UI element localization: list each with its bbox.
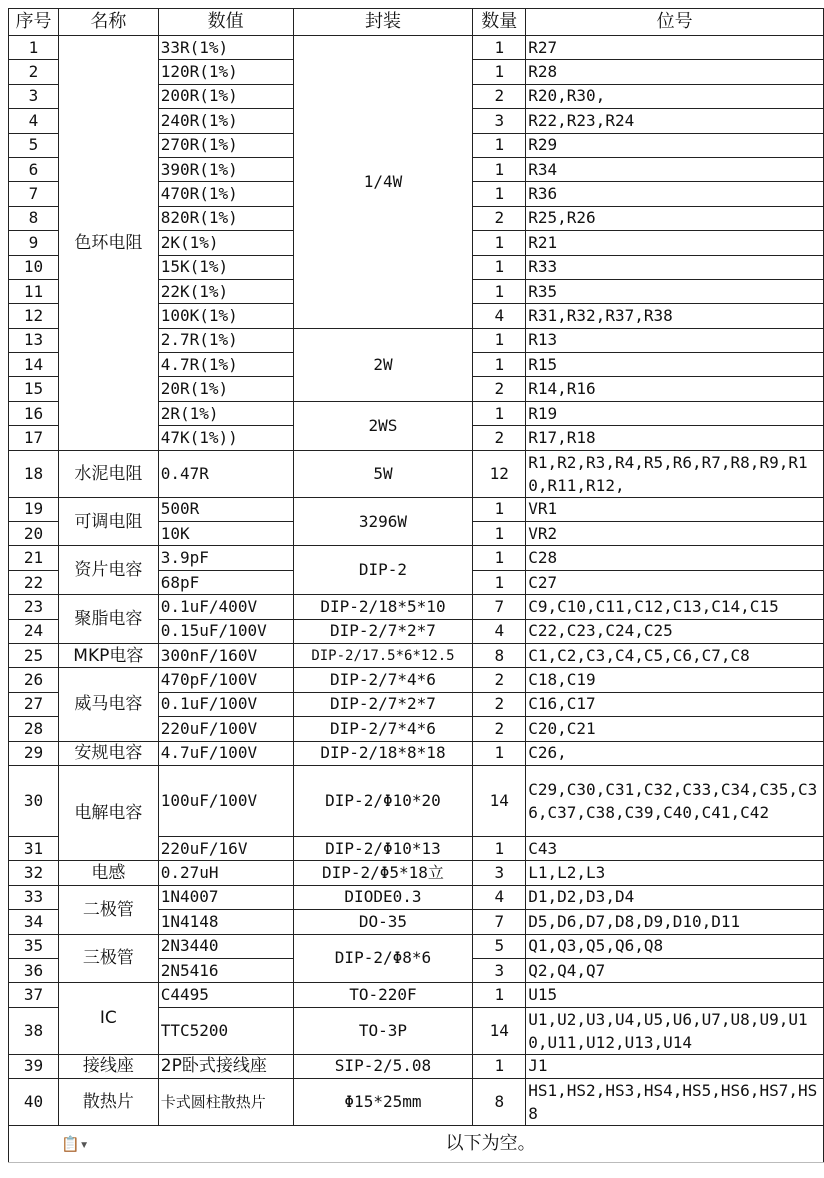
cell-no[interactable]: 10 bbox=[9, 255, 59, 279]
cell-value[interactable]: 0.1uF/100V bbox=[158, 692, 293, 716]
cell-ref[interactable]: C29,C30,C31,C32,C33,C34,C35,C36,C37,C38,C39,C40,C41,C42 bbox=[526, 765, 824, 836]
cell-qty[interactable]: 8 bbox=[473, 643, 526, 667]
cell-no[interactable]: 40 bbox=[9, 1079, 59, 1126]
cell-value[interactable]: 2N3440 bbox=[158, 934, 293, 958]
cell-qty[interactable]: 7 bbox=[473, 595, 526, 619]
cell-name[interactable]: 二极管 bbox=[58, 885, 158, 934]
cell-value[interactable]: 2K(1%) bbox=[158, 231, 293, 255]
cell-ref[interactable]: L1,L2,L3 bbox=[526, 861, 824, 885]
cell-ref[interactable]: C1,C2,C3,C4,C5,C6,C7,C8 bbox=[526, 643, 824, 667]
cell-ref[interactable]: R22,R23,R24 bbox=[526, 109, 824, 133]
cell-no[interactable]: 27 bbox=[9, 692, 59, 716]
cell-ref[interactable]: R1,R2,R3,R4,R5,R6,R7,R8,R9,R10,R11,R12, bbox=[526, 450, 824, 497]
cell-ref[interactable]: Q1,Q3,Q5,Q6,Q8 bbox=[526, 934, 824, 958]
cell-value[interactable]: 100K(1%) bbox=[158, 304, 293, 328]
table-row bbox=[9, 450, 824, 497]
cell-package[interactable]: DIP-2/7*2*7 bbox=[293, 692, 473, 716]
table-row bbox=[9, 643, 824, 667]
cell-qty[interactable]: 1 bbox=[473, 36, 526, 60]
cell-qty[interactable]: 1 bbox=[473, 570, 526, 594]
cell-no[interactable]: 31 bbox=[9, 836, 59, 860]
cell-qty[interactable]: 1 bbox=[473, 497, 526, 521]
bom-sheet bbox=[8, 8, 824, 1163]
cell-ref[interactable]: R13 bbox=[526, 328, 824, 352]
cell-no[interactable]: 15 bbox=[9, 377, 59, 401]
cell-package[interactable]: 3296W bbox=[293, 497, 473, 546]
cell-no[interactable]: 37 bbox=[9, 983, 59, 1007]
header-value[interactable]: 数值 bbox=[158, 9, 293, 36]
table-row bbox=[9, 497, 824, 521]
cell-value[interactable]: 1N4148 bbox=[158, 910, 293, 934]
cell-no[interactable]: 29 bbox=[9, 741, 59, 765]
cell-package[interactable]: DIP-2 bbox=[293, 546, 473, 595]
cell-ref[interactable]: C28 bbox=[526, 546, 824, 570]
cell-qty[interactable]: 2 bbox=[473, 717, 526, 741]
cell-ref[interactable]: U1,U2,U3,U4,U5,U6,U7,U8,U9,U10,U11,U12,U13,U14 bbox=[526, 1007, 824, 1054]
cell-qty[interactable]: 4 bbox=[473, 304, 526, 328]
cell-no[interactable]: 20 bbox=[9, 522, 59, 546]
cell-qty[interactable]: 12 bbox=[473, 450, 526, 497]
header-ref[interactable]: 位号 bbox=[526, 9, 824, 36]
cell-name[interactable]: 色环电阻 bbox=[58, 36, 158, 451]
cell-name[interactable]: MKP电容 bbox=[58, 643, 158, 667]
cell-qty[interactable]: 1 bbox=[473, 522, 526, 546]
cell-ref[interactable]: C27 bbox=[526, 570, 824, 594]
cell-qty[interactable]: 1 bbox=[473, 1054, 526, 1078]
cell-no[interactable]: 22 bbox=[9, 570, 59, 594]
cell-ref[interactable]: Q2,Q4,Q7 bbox=[526, 958, 824, 982]
cell-value[interactable]: 15K(1%) bbox=[158, 255, 293, 279]
cell-package[interactable]: 2WS bbox=[293, 401, 473, 450]
cell-qty[interactable]: 1 bbox=[473, 279, 526, 303]
cell-name[interactable]: IC bbox=[58, 983, 158, 1054]
cell-ref[interactable]: R25,R26 bbox=[526, 206, 824, 230]
cell-ref[interactable]: R20,R30, bbox=[526, 84, 824, 108]
cell-value[interactable]: 220uF/100V bbox=[158, 717, 293, 741]
cell-ref[interactable]: C43 bbox=[526, 836, 824, 860]
cell-value[interactable]: 33R(1%) bbox=[158, 36, 293, 60]
cell-qty[interactable]: 1 bbox=[473, 836, 526, 860]
cell-qty[interactable]: 2 bbox=[473, 668, 526, 692]
cell-value[interactable]: 300nF/160V bbox=[158, 643, 293, 667]
cell-ref[interactable]: R34 bbox=[526, 157, 824, 181]
cell-qty[interactable]: 1 bbox=[473, 182, 526, 206]
cell-qty[interactable]: 7 bbox=[473, 910, 526, 934]
table-row bbox=[9, 1079, 824, 1126]
footer-row bbox=[9, 1126, 824, 1163]
cell-value[interactable]: 68pF bbox=[158, 570, 293, 594]
cell-ref[interactable]: R17,R18 bbox=[526, 426, 824, 450]
cell-value[interactable]: 0.47R bbox=[158, 450, 293, 497]
cell-no[interactable]: 13 bbox=[9, 328, 59, 352]
cell-qty[interactable]: 8 bbox=[473, 1079, 526, 1126]
cell-value[interactable]: 47K(1%)) bbox=[158, 426, 293, 450]
cell-ref[interactable]: VR1 bbox=[526, 497, 824, 521]
cell-qty[interactable]: 2 bbox=[473, 692, 526, 716]
cell-name[interactable]: 聚脂电容 bbox=[58, 595, 158, 644]
cell-value[interactable]: 22K(1%) bbox=[158, 279, 293, 303]
cell-package[interactable]: DIP-2/7*4*6 bbox=[293, 668, 473, 692]
cell-no[interactable]: 2 bbox=[9, 60, 59, 84]
paste-options-icon[interactable]: 📋▾ bbox=[61, 1135, 89, 1154]
header-qty[interactable]: 数量 bbox=[473, 9, 526, 36]
cell-ref[interactable]: D5,D6,D7,D8,D9,D10,D11 bbox=[526, 910, 824, 934]
cell-package[interactable]: DO-35 bbox=[293, 910, 473, 934]
cell-no[interactable]: 23 bbox=[9, 595, 59, 619]
cell-value[interactable]: 470pF/100V bbox=[158, 668, 293, 692]
cell-ref[interactable]: R14,R16 bbox=[526, 377, 824, 401]
cell-ref[interactable]: R19 bbox=[526, 401, 824, 425]
cell-no[interactable]: 24 bbox=[9, 619, 59, 643]
cell-value[interactable]: 2R(1%) bbox=[158, 401, 293, 425]
cell-no[interactable]: 9 bbox=[9, 231, 59, 255]
cell-no[interactable]: 33 bbox=[9, 885, 59, 909]
cell-qty[interactable]: 2 bbox=[473, 84, 526, 108]
cell-name[interactable]: 资片电容 bbox=[58, 546, 158, 595]
cell-value[interactable]: 3.9pF bbox=[158, 546, 293, 570]
cell-qty[interactable]: 3 bbox=[473, 109, 526, 133]
cell-ref[interactable]: D1,D2,D3,D4 bbox=[526, 885, 824, 909]
cell-value[interactable]: 卡式圆柱散热片 bbox=[158, 1079, 293, 1126]
cell-qty[interactable]: 14 bbox=[473, 1007, 526, 1054]
cell-no[interactable]: 18 bbox=[9, 450, 59, 497]
cell-name[interactable]: 接线座 bbox=[58, 1054, 158, 1078]
cell-ref[interactable]: R27 bbox=[526, 36, 824, 60]
cell-value[interactable]: 0.15uF/100V bbox=[158, 619, 293, 643]
cell-value[interactable]: 2N5416 bbox=[158, 958, 293, 982]
cell-ref[interactable]: C18,C19 bbox=[526, 668, 824, 692]
cell-no[interactable]: 28 bbox=[9, 717, 59, 741]
cell-package[interactable]: DIP-2/Φ10*13 bbox=[293, 836, 473, 860]
cell-value[interactable]: 0.27uH bbox=[158, 861, 293, 885]
cell-no[interactable]: 30 bbox=[9, 765, 59, 836]
cell-ref[interactable]: C26, bbox=[526, 741, 824, 765]
cell-name[interactable]: 电解电容 bbox=[58, 765, 158, 860]
cell-value[interactable]: 100uF/100V bbox=[158, 765, 293, 836]
cell-value[interactable]: 20R(1%) bbox=[158, 377, 293, 401]
cell-no[interactable]: 34 bbox=[9, 910, 59, 934]
cell-ref[interactable]: R31,R32,R37,R38 bbox=[526, 304, 824, 328]
cell-package[interactable]: TO-220F bbox=[293, 983, 473, 1007]
header-no[interactable]: 序号 bbox=[9, 9, 59, 36]
cell-qty[interactable]: 2 bbox=[473, 426, 526, 450]
cell-value[interactable]: 270R(1%) bbox=[158, 133, 293, 157]
cell-no[interactable]: 25 bbox=[9, 643, 59, 667]
cell-qty[interactable]: 1 bbox=[473, 133, 526, 157]
cell-no[interactable]: 11 bbox=[9, 279, 59, 303]
cell-qty[interactable]: 1 bbox=[473, 546, 526, 570]
cell-name[interactable]: 散热片 bbox=[58, 1079, 158, 1126]
cell-no[interactable]: 32 bbox=[9, 861, 59, 885]
cell-qty[interactable]: 2 bbox=[473, 206, 526, 230]
cell-name[interactable]: 三极管 bbox=[58, 934, 158, 983]
table-row bbox=[9, 546, 824, 570]
cell-package[interactable]: DIP-2/7*2*7 bbox=[293, 619, 473, 643]
cell-value[interactable]: 390R(1%) bbox=[158, 157, 293, 181]
cell-qty[interactable]: 1 bbox=[473, 231, 526, 255]
cell-value[interactable]: 500R bbox=[158, 497, 293, 521]
cell-qty[interactable]: 3 bbox=[473, 861, 526, 885]
cell-value[interactable]: 240R(1%) bbox=[158, 109, 293, 133]
table-row bbox=[9, 934, 824, 958]
cell-ref[interactable]: C16,C17 bbox=[526, 692, 824, 716]
cell-value[interactable]: 220uF/16V bbox=[158, 836, 293, 860]
header-package[interactable]: 封装 bbox=[293, 9, 473, 36]
cell-package[interactable]: Φ15*25mm bbox=[293, 1079, 473, 1126]
cell-package[interactable]: DIP-2/Φ5*18立 bbox=[293, 861, 473, 885]
cell-ref[interactable]: R33 bbox=[526, 255, 824, 279]
cell-ref[interactable]: R36 bbox=[526, 182, 824, 206]
cell-ref[interactable]: HS1,HS2,HS3,HS4,HS5,HS6,HS7,HS8 bbox=[526, 1079, 824, 1126]
cell-name[interactable]: 可调电阻 bbox=[58, 497, 158, 546]
cell-no[interactable]: 35 bbox=[9, 934, 59, 958]
cell-no[interactable]: 16 bbox=[9, 401, 59, 425]
cell-no[interactable]: 3 bbox=[9, 84, 59, 108]
cell-ref[interactable]: C9,C10,C11,C12,C13,C14,C15 bbox=[526, 595, 824, 619]
cell-qty[interactable]: 3 bbox=[473, 958, 526, 982]
cell-value[interactable]: 10K bbox=[158, 522, 293, 546]
cell-no[interactable]: 1 bbox=[9, 36, 59, 60]
table-row bbox=[9, 36, 824, 60]
cell-no[interactable]: 36 bbox=[9, 958, 59, 982]
cell-ref[interactable]: R21 bbox=[526, 231, 824, 255]
cell-qty[interactable]: 4 bbox=[473, 619, 526, 643]
cell-value[interactable]: 2.7R(1%) bbox=[158, 328, 293, 352]
cell-qty[interactable]: 1 bbox=[473, 401, 526, 425]
cell-no[interactable]: 5 bbox=[9, 133, 59, 157]
cell-qty[interactable]: 1 bbox=[473, 328, 526, 352]
cell-package[interactable]: SIP-2/5.08 bbox=[293, 1054, 473, 1078]
cell-qty[interactable]: 1 bbox=[473, 353, 526, 377]
cell-package[interactable]: DIODE0.3 bbox=[293, 885, 473, 909]
cell-package[interactable]: TO-3P bbox=[293, 1007, 473, 1054]
cell-no[interactable]: 8 bbox=[9, 206, 59, 230]
header-row bbox=[9, 9, 824, 36]
cell-package[interactable]: DIP-2/17.5*6*12.5 bbox=[293, 643, 473, 667]
cell-name[interactable]: 威马电容 bbox=[58, 668, 158, 741]
cell-qty[interactable]: 2 bbox=[473, 377, 526, 401]
cell-value[interactable]: 470R(1%) bbox=[158, 182, 293, 206]
cell-name[interactable]: 水泥电阻 bbox=[58, 450, 158, 497]
cell-qty[interactable]: 1 bbox=[473, 983, 526, 1007]
cell-no[interactable]: 19 bbox=[9, 497, 59, 521]
cell-qty[interactable]: 1 bbox=[473, 741, 526, 765]
table-row bbox=[9, 765, 824, 836]
cell-ref[interactable]: R15 bbox=[526, 353, 824, 377]
footer-note: 以下为空。 bbox=[158, 1126, 823, 1163]
cell-ref[interactable]: C22,C23,C24,C25 bbox=[526, 619, 824, 643]
cell-no[interactable]: 26 bbox=[9, 668, 59, 692]
cell-qty[interactable]: 1 bbox=[473, 60, 526, 84]
cell-package[interactable]: DIP-2/18*8*18 bbox=[293, 741, 473, 765]
cell-package[interactable]: DIP-2/7*4*6 bbox=[293, 717, 473, 741]
cell-no[interactable]: 12 bbox=[9, 304, 59, 328]
cell-ref[interactable]: C20,C21 bbox=[526, 717, 824, 741]
cell-qty[interactable]: 4 bbox=[473, 885, 526, 909]
header-name[interactable]: 名称 bbox=[58, 9, 158, 36]
table-row bbox=[9, 668, 824, 692]
cell-ref[interactable]: U15 bbox=[526, 983, 824, 1007]
cell-value[interactable]: TTC5200 bbox=[158, 1007, 293, 1054]
cell-no[interactable]: 39 bbox=[9, 1054, 59, 1078]
cell-no[interactable]: 6 bbox=[9, 157, 59, 181]
cell-package[interactable]: DIP-2/18*5*10 bbox=[293, 595, 473, 619]
cell-value[interactable]: 1N4007 bbox=[158, 885, 293, 909]
table-row bbox=[9, 983, 824, 1007]
cell-value[interactable]: 0.1uF/400V bbox=[158, 595, 293, 619]
cell-value[interactable]: 2P卧式接线座 bbox=[158, 1054, 293, 1078]
cell-name[interactable]: 电感 bbox=[58, 861, 158, 885]
cell-name[interactable]: 安规电容 bbox=[58, 741, 158, 765]
cell-qty[interactable]: 5 bbox=[473, 934, 526, 958]
cell-value[interactable]: 4.7R(1%) bbox=[158, 353, 293, 377]
cell-no[interactable]: 4 bbox=[9, 109, 59, 133]
table-row bbox=[9, 1054, 824, 1078]
bom-table bbox=[8, 8, 824, 1163]
cell-value[interactable]: 120R(1%) bbox=[158, 60, 293, 84]
cell-ref[interactable]: R35 bbox=[526, 279, 824, 303]
cell-no[interactable]: 14 bbox=[9, 353, 59, 377]
cell-qty[interactable]: 14 bbox=[473, 765, 526, 836]
cell-value[interactable]: C4495 bbox=[158, 983, 293, 1007]
cell-package[interactable]: 2W bbox=[293, 328, 473, 401]
table-row bbox=[9, 885, 824, 909]
table-row bbox=[9, 861, 824, 885]
cell-package[interactable]: 1/4W bbox=[293, 36, 473, 329]
footer-left-cell bbox=[9, 1126, 159, 1163]
cell-package[interactable]: DIP-2/Φ10*20 bbox=[293, 765, 473, 836]
cell-no[interactable]: 21 bbox=[9, 546, 59, 570]
cell-qty[interactable]: 1 bbox=[473, 157, 526, 181]
cell-ref[interactable]: J1 bbox=[526, 1054, 824, 1078]
cell-ref[interactable]: R29 bbox=[526, 133, 824, 157]
cell-value[interactable]: 4.7uF/100V bbox=[158, 741, 293, 765]
cell-package[interactable]: 5W bbox=[293, 450, 473, 497]
cell-value[interactable]: 200R(1%) bbox=[158, 84, 293, 108]
cell-qty[interactable]: 1 bbox=[473, 255, 526, 279]
cell-value[interactable]: 820R(1%) bbox=[158, 206, 293, 230]
table-row bbox=[9, 595, 824, 619]
cell-ref[interactable]: R28 bbox=[526, 60, 824, 84]
cell-no[interactable]: 38 bbox=[9, 1007, 59, 1054]
cell-no[interactable]: 7 bbox=[9, 182, 59, 206]
cell-no[interactable]: 17 bbox=[9, 426, 59, 450]
table-row bbox=[9, 741, 824, 765]
cell-ref[interactable]: VR2 bbox=[526, 522, 824, 546]
cell-package[interactable]: DIP-2/Φ8*6 bbox=[293, 934, 473, 983]
